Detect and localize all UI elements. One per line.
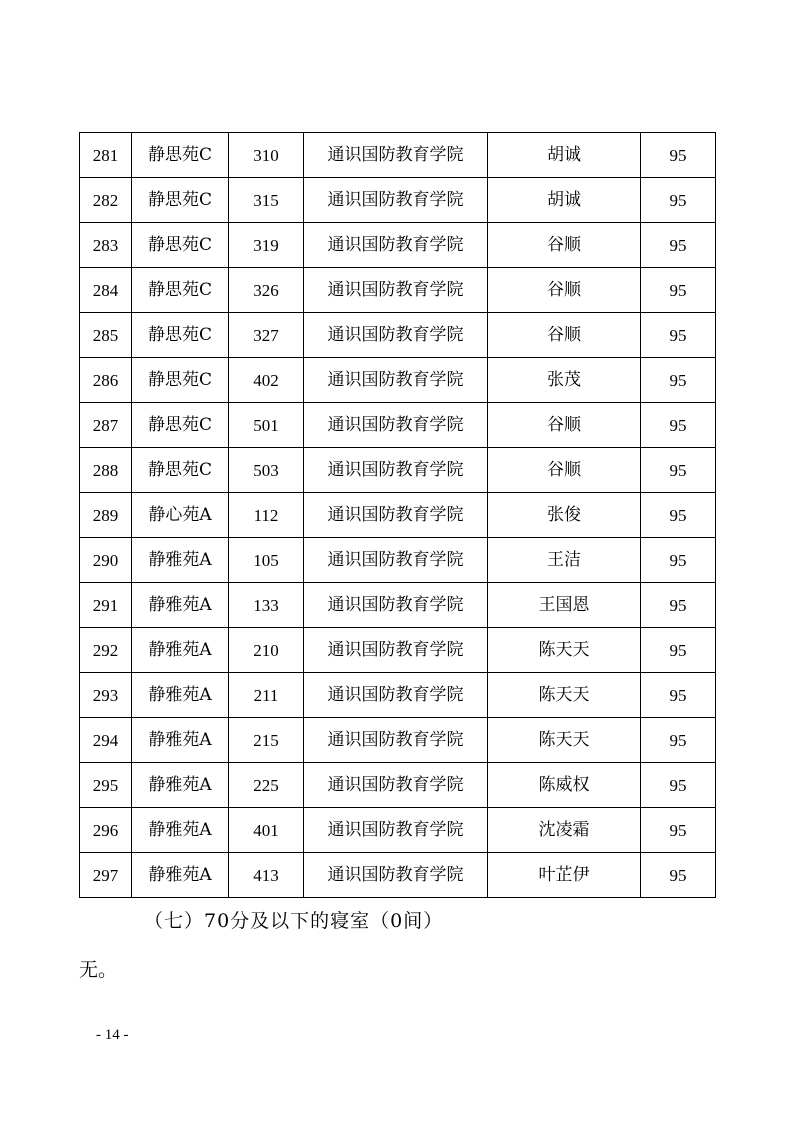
building-cell: 静思苑C bbox=[132, 178, 229, 223]
table-row bbox=[80, 223, 716, 268]
room-number-cell: 327 bbox=[229, 313, 304, 358]
building-cell: 静雅苑A bbox=[132, 718, 229, 763]
score-cell: 95 bbox=[641, 448, 716, 493]
table-row bbox=[80, 268, 716, 313]
college-cell: 通识国防教育学院 bbox=[304, 448, 488, 493]
room-number-cell: 112 bbox=[229, 493, 304, 538]
room-number-cell: 133 bbox=[229, 583, 304, 628]
responsible-person-cell: 谷顺 bbox=[488, 313, 641, 358]
score-cell: 95 bbox=[641, 268, 716, 313]
section-body-text: 无。 bbox=[79, 959, 118, 981]
room-number-cell: 503 bbox=[229, 448, 304, 493]
table-row bbox=[80, 313, 716, 358]
room-number-cell: 501 bbox=[229, 403, 304, 448]
college-cell: 通识国防教育学院 bbox=[304, 493, 488, 538]
college-cell: 通识国防教育学院 bbox=[304, 718, 488, 763]
room-number-cell: 210 bbox=[229, 628, 304, 673]
responsible-person-cell: 张茂 bbox=[488, 358, 641, 403]
building-cell: 静思苑C bbox=[132, 403, 229, 448]
responsible-person-cell: 张俊 bbox=[488, 493, 641, 538]
row-number-cell: 294 bbox=[80, 718, 132, 763]
responsible-person-cell: 谷顺 bbox=[488, 403, 641, 448]
responsible-person-cell: 谷顺 bbox=[488, 448, 641, 493]
table-row bbox=[80, 763, 716, 808]
responsible-person-cell: 谷顺 bbox=[488, 223, 641, 268]
building-cell: 静雅苑A bbox=[132, 583, 229, 628]
college-cell: 通识国防教育学院 bbox=[304, 133, 488, 178]
row-number-cell: 282 bbox=[80, 178, 132, 223]
row-number-cell: 290 bbox=[80, 538, 132, 583]
college-cell: 通识国防教育学院 bbox=[304, 313, 488, 358]
table-row bbox=[80, 403, 716, 448]
dormitory-score-table bbox=[79, 132, 716, 898]
row-number-cell: 297 bbox=[80, 853, 132, 898]
row-number-cell: 288 bbox=[80, 448, 132, 493]
score-cell: 95 bbox=[641, 673, 716, 718]
responsible-person-cell: 陈天天 bbox=[488, 718, 641, 763]
building-cell: 静思苑C bbox=[132, 358, 229, 403]
room-number-cell: 225 bbox=[229, 763, 304, 808]
college-cell: 通识国防教育学院 bbox=[304, 808, 488, 853]
responsible-person-cell: 胡诚 bbox=[488, 178, 641, 223]
table-row bbox=[80, 358, 716, 403]
row-number-cell: 293 bbox=[80, 673, 132, 718]
score-cell: 95 bbox=[641, 538, 716, 583]
room-number-cell: 319 bbox=[229, 223, 304, 268]
building-cell: 静思苑C bbox=[132, 133, 229, 178]
row-number-cell: 296 bbox=[80, 808, 132, 853]
room-number-cell: 211 bbox=[229, 673, 304, 718]
responsible-person-cell: 沈凌霜 bbox=[488, 808, 641, 853]
college-cell: 通识国防教育学院 bbox=[304, 223, 488, 268]
building-cell: 静雅苑A bbox=[132, 673, 229, 718]
row-number-cell: 295 bbox=[80, 763, 132, 808]
table-row bbox=[80, 673, 716, 718]
building-cell: 静思苑C bbox=[132, 448, 229, 493]
responsible-person-cell: 谷顺 bbox=[488, 268, 641, 313]
table-row bbox=[80, 853, 716, 898]
building-cell: 静雅苑A bbox=[132, 538, 229, 583]
college-cell: 通识国防教育学院 bbox=[304, 628, 488, 673]
table-row bbox=[80, 178, 716, 223]
score-cell: 95 bbox=[641, 718, 716, 763]
room-number-cell: 413 bbox=[229, 853, 304, 898]
row-number-cell: 289 bbox=[80, 493, 132, 538]
building-cell: 静雅苑A bbox=[132, 628, 229, 673]
responsible-person-cell: 陈威权 bbox=[488, 763, 641, 808]
row-number-cell: 286 bbox=[80, 358, 132, 403]
room-number-cell: 105 bbox=[229, 538, 304, 583]
score-cell: 95 bbox=[641, 853, 716, 898]
score-cell: 95 bbox=[641, 133, 716, 178]
college-cell: 通识国防教育学院 bbox=[304, 853, 488, 898]
table-row bbox=[80, 583, 716, 628]
room-number-cell: 310 bbox=[229, 133, 304, 178]
building-cell: 静心苑A bbox=[132, 493, 229, 538]
table-row bbox=[80, 448, 716, 493]
score-cell: 95 bbox=[641, 808, 716, 853]
row-number-cell: 292 bbox=[80, 628, 132, 673]
responsible-person-cell: 胡诚 bbox=[488, 133, 641, 178]
score-cell: 95 bbox=[641, 763, 716, 808]
row-number-cell: 284 bbox=[80, 268, 132, 313]
building-cell: 静思苑C bbox=[132, 223, 229, 268]
building-cell: 静思苑C bbox=[132, 313, 229, 358]
college-cell: 通识国防教育学院 bbox=[304, 763, 488, 808]
college-cell: 通识国防教育学院 bbox=[304, 673, 488, 718]
row-number-cell: 283 bbox=[80, 223, 132, 268]
college-cell: 通识国防教育学院 bbox=[304, 178, 488, 223]
college-cell: 通识国防教育学院 bbox=[304, 583, 488, 628]
room-number-cell: 326 bbox=[229, 268, 304, 313]
row-number-cell: 291 bbox=[80, 583, 132, 628]
score-cell: 95 bbox=[641, 403, 716, 448]
table-row bbox=[80, 808, 716, 853]
table-row bbox=[80, 493, 716, 538]
score-cell: 95 bbox=[641, 628, 716, 673]
room-number-cell: 401 bbox=[229, 808, 304, 853]
score-cell: 95 bbox=[641, 358, 716, 403]
score-cell: 95 bbox=[641, 223, 716, 268]
college-cell: 通识国防教育学院 bbox=[304, 268, 488, 313]
responsible-person-cell: 陈天天 bbox=[488, 673, 641, 718]
college-cell: 通识国防教育学院 bbox=[304, 403, 488, 448]
college-cell: 通识国防教育学院 bbox=[304, 358, 488, 403]
table-row bbox=[80, 628, 716, 673]
responsible-person-cell: 王国恩 bbox=[488, 583, 641, 628]
table-row bbox=[80, 538, 716, 583]
building-cell: 静雅苑A bbox=[132, 853, 229, 898]
table-row bbox=[80, 133, 716, 178]
score-cell: 95 bbox=[641, 583, 716, 628]
row-number-cell: 285 bbox=[80, 313, 132, 358]
table-body bbox=[80, 133, 716, 898]
row-number-cell: 287 bbox=[80, 403, 132, 448]
college-cell: 通识国防教育学院 bbox=[304, 538, 488, 583]
responsible-person-cell: 王洁 bbox=[488, 538, 641, 583]
page-number: - 14 - bbox=[96, 1027, 129, 1043]
score-cell: 95 bbox=[641, 493, 716, 538]
room-number-cell: 315 bbox=[229, 178, 304, 223]
table-row bbox=[80, 718, 716, 763]
score-cell: 95 bbox=[641, 313, 716, 358]
room-number-cell: 402 bbox=[229, 358, 304, 403]
section-heading: （七）70分及以下的寝室（0间） bbox=[144, 910, 444, 932]
building-cell: 静雅苑A bbox=[132, 763, 229, 808]
building-cell: 静雅苑A bbox=[132, 808, 229, 853]
responsible-person-cell: 叶芷伊 bbox=[488, 853, 641, 898]
responsible-person-cell: 陈天天 bbox=[488, 628, 641, 673]
score-cell: 95 bbox=[641, 178, 716, 223]
room-number-cell: 215 bbox=[229, 718, 304, 763]
building-cell: 静思苑C bbox=[132, 268, 229, 313]
row-number-cell: 281 bbox=[80, 133, 132, 178]
